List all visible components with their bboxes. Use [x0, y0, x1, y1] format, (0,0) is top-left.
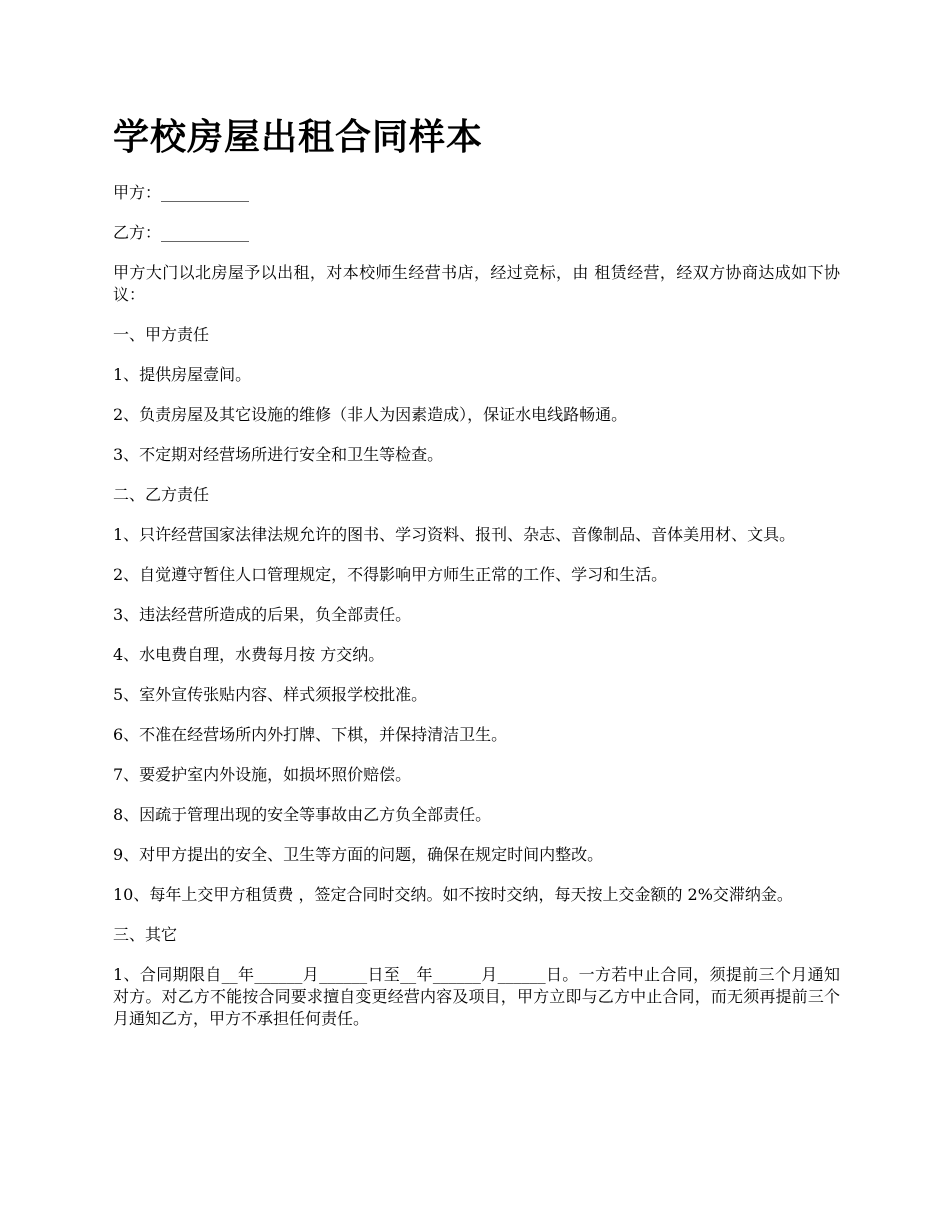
clause-a-2: 2、负责房屋及其它设施的维修（非人为因素造成），保证水电线路畅通。 [113, 405, 628, 424]
clause-b-8: 8、因疏于管理出现的安全等事故由乙方负全部责任。 [113, 805, 492, 824]
section-heading-party-b: 二、乙方责任 [113, 485, 210, 504]
clause-b-1: 1、只许经营国家法律法规允许的图书、学习资料、报刊、杂志、音像制品、音体美用材、文具。 [113, 525, 796, 544]
clause-b-9: 9、对甲方提出的安全、卫生等方面的问题，确保在规定时间内整改。 [113, 845, 604, 864]
clause-b-2: 2、自觉遵守暂住人口管理规定，不得影响甲方师生正常的工作、学习和生活。 [113, 565, 668, 584]
clause-b-10: 10、每年上交甲方租赁费 ，签定合同时交纳。如不按时交纳，每天按上交金额的 2%交滞纳金。 [113, 885, 793, 904]
document-body [113, 112, 840, 1048]
section-heading-other: 三、其它 [113, 925, 178, 944]
section-heading-party-a: 一、甲方责任 [113, 325, 210, 344]
party-a-line: 甲方：___________ [113, 183, 250, 202]
clause-b-6: 6、不准在经营场所内外打牌、下棋，并保持清洁卫生。 [113, 725, 508, 744]
intro-paragraph: 甲方大门以北房屋予以出租，对本校师生经营书店，经过竞标，由 租赁经营，经双方协商达成如下协议： [113, 263, 840, 304]
clause-b-5: 5、室外宣传张贴内容、样式须报学校批准。 [113, 685, 428, 704]
clause-b-3: 3、违法经营所造成的后果，负全部责任。 [113, 605, 412, 624]
clause-b-7: 7、要爱护室内外设施，如损坏照价赔偿。 [113, 765, 412, 784]
clause-a-3: 3、不定期对经营场所进行安全和卫生等检查。 [113, 445, 444, 464]
clause-other-1: 1、合同期限自__年______月______日至__年______月______日。一方若中止合同，须提前三个月通知对方。对乙方不能按合同要求擅自变更经营内容及项目，甲方立即与乙方中止合同，而无须再提前三个月通知乙方，甲方不承担任何责任。 [113, 965, 840, 1028]
clause-b-4: 4、水电费自理，水费每月按 方交纳。 [113, 645, 385, 664]
document-title: 学校房屋出租合同样本 [113, 116, 484, 158]
clause-a-1: 1、提供房屋壹间。 [113, 365, 252, 384]
party-b-line: 乙方：___________ [113, 223, 250, 242]
